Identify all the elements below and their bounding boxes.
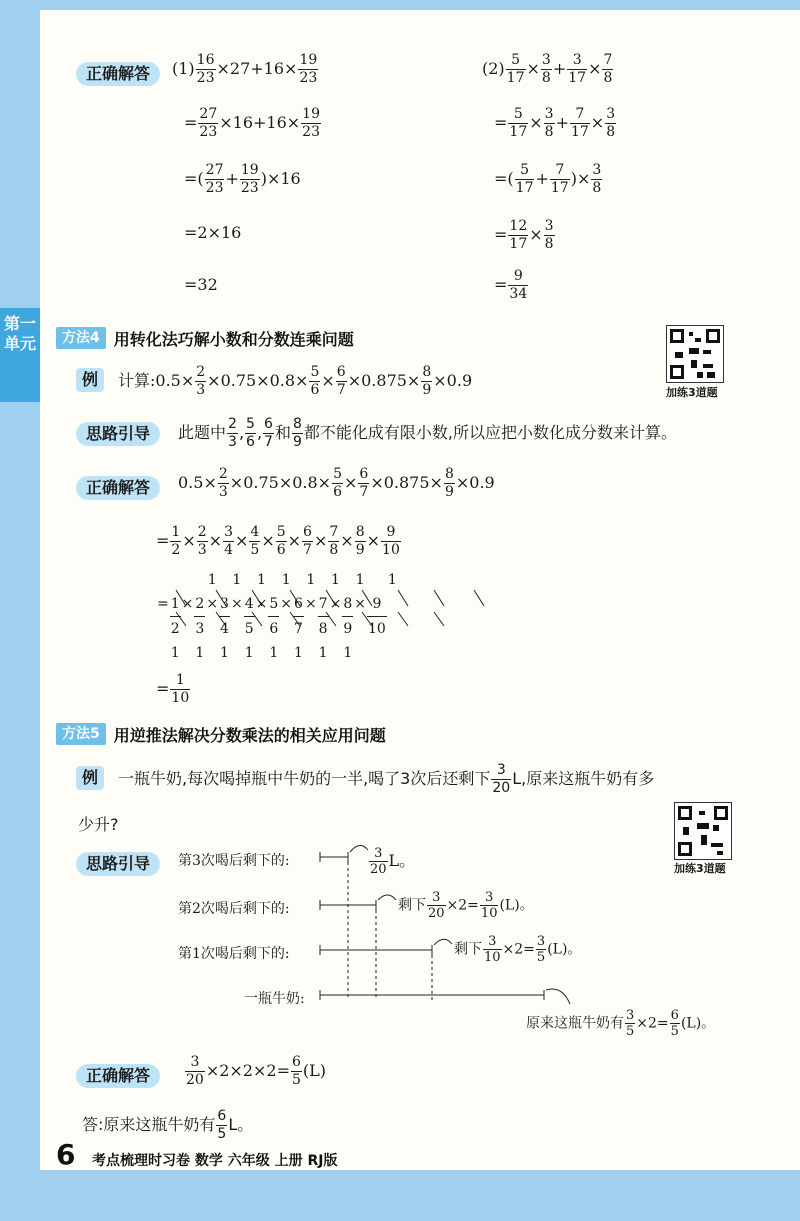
idea-label-1: 思路引导 bbox=[76, 422, 160, 446]
solution-line-1: 0.5× $\frac{2}{3}$ ×0.75×0.8× $\frac{5}{6}$ × $\frac{6}{7}$ ×0.875× $\frac{8}{9}$ ×0.9 bbox=[178, 466, 495, 500]
footer-text: 考点梳理时习卷 数学 六年级 上册 RJ版 bbox=[92, 1153, 338, 1169]
eq-left-2: = $\frac{27}{23}$ ×16+16× $\frac{19}{23}$ bbox=[184, 106, 320, 140]
eq-left-5: =32 bbox=[184, 275, 218, 294]
method5-tag: 方法5 bbox=[56, 723, 106, 745]
method4-tag: 方法4 bbox=[56, 327, 106, 349]
qr-caption-2: 加练3道题 bbox=[674, 862, 726, 875]
qr-caption-1: 加练3道题 bbox=[666, 386, 718, 399]
cancel-table: 1 1 1 1 1 1 1 1 = 1 × 2 × 3 × 4 × 5 × 6 × 7 × 8 × 9 2 3 4 5 6 7 8 9 10 1 1 1 1 1 1 1 1 bbox=[157, 572, 397, 661]
idea-text-1: 此题中 $\frac{2}{3}$ , $\frac{5}{6}$ , $\frac{6}{7}$ 和 $\frac{8}{9}$ 都不能化成有限小数,所以应把小数化成分数来计算。 bbox=[178, 416, 677, 450]
solution-line-4: = $\frac{1}{10}$ bbox=[156, 672, 190, 706]
example-label-2: 例 bbox=[76, 766, 104, 790]
diagram-label-2: 第2次喝后剩下的: bbox=[178, 901, 290, 917]
answer-label: 正确解答 bbox=[76, 62, 160, 86]
question-line-2: 少升? bbox=[78, 815, 119, 834]
diagram-label-3: 第3次喝后剩下的: bbox=[178, 853, 290, 869]
page-number: 6 bbox=[56, 1138, 76, 1171]
answer-label-2: 正确解答 bbox=[76, 476, 160, 500]
eq-right-5: = $\frac{9}{34}$ bbox=[494, 268, 528, 302]
eq-right-4: = $\frac{12}{17}$ × $\frac{3}{8}$ bbox=[494, 218, 554, 252]
method5-title: 用逆推法解决分数乘法的相关应用问题 bbox=[113, 725, 386, 745]
diagram-result-1: 剩下 $\frac{3}{10}$ ×2= $\frac{3}{5}$ (L)。 bbox=[454, 934, 582, 965]
example-expression: 计算:0.5× $\frac{2}{3}$ ×0.75×0.8× $\frac{5}{6}$ × $\frac{6}{7}$ ×0.875× $\frac{8}{9}$ ×0.9 bbox=[118, 364, 473, 398]
answer-label-3: 正确解答 bbox=[76, 1064, 160, 1088]
example-label-1: 例 bbox=[76, 368, 104, 392]
idea-label-2: 思路引导 bbox=[76, 852, 160, 876]
question-line-1: 一瓶牛奶,每次喝掉瓶中牛奶的一半,喝了3次后还剩下 $\frac{3}{20}$ L,原来这瓶牛奶有多 bbox=[118, 762, 655, 796]
eq-left-1: (1) $\frac{16}{23}$ ×27+16× $\frac{19}{23}$ bbox=[172, 52, 318, 86]
eq-right-3: =( $\frac{5}{17}$ + $\frac{7}{17}$ )× $\frac{3}{8}$ bbox=[494, 162, 602, 196]
final-answer: 答:原来这瓶牛奶有 $\frac{6}{5}$ L。 bbox=[82, 1108, 254, 1142]
eq-right-1: (2) $\frac{5}{17}$ × $\frac{3}{8}$ + $\frac{3}{17}$ × $\frac{7}{8}$ bbox=[482, 52, 613, 86]
diagram-label-0: 一瓶牛奶: bbox=[244, 991, 305, 1007]
method4-title: 用转化法巧解小数和分数连乘问题 bbox=[113, 329, 354, 349]
solution-line-2: = $\frac{1}{2}$ × $\frac{2}{3}$ × $\frac{3}{4}$ × $\frac{4}{5}$ × $\frac{5}{6}$ × $\frac{6}{7}$ × $\frac{7}{8}$ × $\frac{8}{9}$ × $\frac{9}{10}$ bbox=[156, 524, 400, 558]
eq-right-2: = $\frac{5}{17}$ × $\frac{3}{8}$ + $\frac{7}{17}$ × $\frac{3}{8}$ bbox=[494, 106, 616, 140]
side-tab: 第一单元 bbox=[0, 308, 40, 402]
diagram-result-3: $\frac{3}{20}$ L。 bbox=[370, 846, 416, 877]
eq-left-3: =( $\frac{27}{23}$ + $\frac{19}{23}$ )×16 bbox=[184, 162, 301, 196]
final-calculation: $\frac{3}{20}$ ×2×2×2= $\frac{6}{5}$ (L) bbox=[186, 1054, 327, 1088]
diagram-label-1: 第1次喝后剩下的: bbox=[178, 946, 290, 962]
diagram-result-2: 剩下 $\frac{3}{20}$ ×2= $\frac{3}{10}$ (L)。 bbox=[398, 890, 534, 921]
diagram-original: 原来这瓶牛奶有 $\frac{3}{5}$ ×2= $\frac{6}{5}$ (L)。 bbox=[526, 1008, 716, 1039]
eq-left-4: =2×16 bbox=[184, 223, 242, 242]
